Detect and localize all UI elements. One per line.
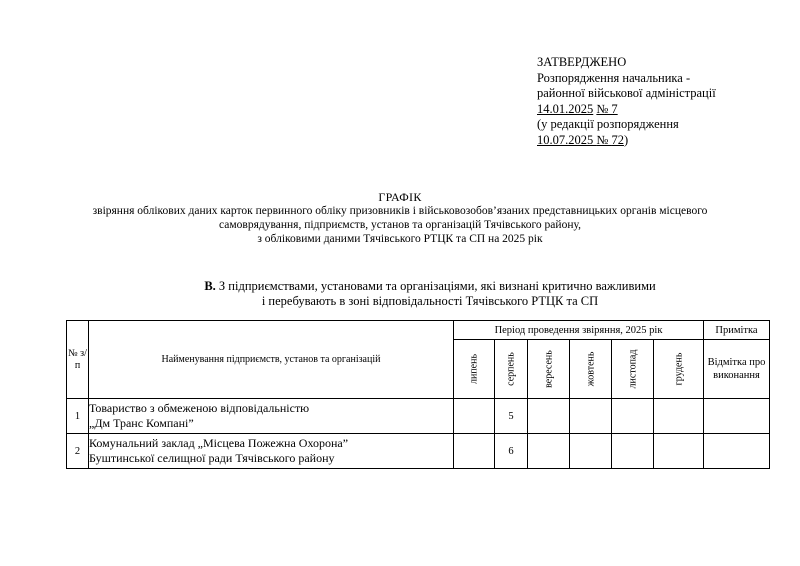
header-month-october xyxy=(570,340,612,399)
header-month-july xyxy=(454,340,495,399)
approval-revision-line: (у редакції розпорядження xyxy=(537,117,679,131)
approval-date-line xyxy=(537,102,777,118)
header-month-august xyxy=(495,340,528,399)
org-name-line-2: „Дм Транс Компані” xyxy=(89,416,194,430)
schedule-table xyxy=(66,320,770,469)
month-label: листопад xyxy=(627,349,638,389)
table-row xyxy=(67,434,770,469)
section-line-1 xyxy=(0,279,800,294)
approval-stamp xyxy=(537,55,777,148)
month-label: серпень xyxy=(505,352,517,386)
cell-november xyxy=(612,399,654,434)
month-label: липень xyxy=(468,353,480,385)
org-name-line-2: Буштинської селищної ради Тячівського району xyxy=(89,451,335,465)
approval-number: № 7 xyxy=(596,101,618,116)
cell-september xyxy=(528,399,570,434)
revision-close: ) xyxy=(623,132,629,147)
header-number: № з/п xyxy=(67,321,89,399)
cell-mark xyxy=(704,399,770,434)
title-line-1: звіряння облікових даних карток первинного обліку призовників і військовозобов’язаних представницьких органів місцевого xyxy=(92,205,708,217)
cell-august: 6 xyxy=(495,434,528,469)
header-month-september xyxy=(528,340,570,399)
header-period: Період проведення звіряння, 2025 рік xyxy=(454,321,704,340)
month-label: вересень xyxy=(543,350,554,388)
revision-date: 10.07.2025 xyxy=(537,132,597,147)
row-organization xyxy=(89,434,454,469)
section-heading xyxy=(0,279,800,309)
document-title-block xyxy=(0,190,800,246)
header-month-december xyxy=(654,340,704,399)
cell-october xyxy=(570,399,612,434)
revision-number-sign: № xyxy=(596,132,612,147)
table-row xyxy=(67,399,770,434)
header-name: Найменування підприємств, установ та організацій xyxy=(89,321,454,399)
cell-november xyxy=(612,434,654,469)
cell-october xyxy=(570,434,612,469)
section-line-2: і перебувають в зоні відповідальності Тячівського РТЦК та СП xyxy=(261,294,599,308)
cell-july xyxy=(454,434,495,469)
approval-authority-line: районної військової адміністрації xyxy=(537,86,716,100)
cell-mark xyxy=(704,434,770,469)
month-label: жовтень xyxy=(585,351,596,387)
cell-september xyxy=(528,434,570,469)
row-organization xyxy=(89,399,454,434)
revision-number: 72 xyxy=(611,132,624,147)
header-mark: Відмітка про виконання xyxy=(704,340,770,399)
approval-revision-date-line xyxy=(537,133,777,149)
title-line-3: з обліковими даними Тячівського РТЦК та СП на 2025 рік xyxy=(257,233,543,245)
month-label: грудень xyxy=(673,352,684,386)
cell-december xyxy=(654,434,704,469)
row-number: 2 xyxy=(67,434,89,469)
org-name-line-1: Комунальний заклад „Місцева Пожежна Охорона” xyxy=(89,436,349,450)
title-line-2: самоврядування, підприємств, установ та організацій Тячівського району, xyxy=(219,219,581,231)
section-text-1: З підприємствами, установами та організаціями, які визнані критично важливими xyxy=(215,279,656,293)
approval-date: 14.01.2025 xyxy=(537,101,594,116)
document-title: ГРАФІК xyxy=(378,190,422,204)
row-number: 1 xyxy=(67,399,89,434)
org-name-line-1: Товариство з обмеженою відповідальністю xyxy=(89,401,310,415)
cell-july xyxy=(454,399,495,434)
header-note: Примітка xyxy=(704,321,770,340)
cell-december xyxy=(654,399,704,434)
approval-heading: ЗАТВЕРДЖЕНО xyxy=(537,55,627,69)
approval-order-line: Розпорядження начальника - xyxy=(537,70,691,85)
header-month-november xyxy=(612,340,654,399)
section-letter: В. xyxy=(204,279,216,293)
cell-august: 5 xyxy=(495,399,528,434)
